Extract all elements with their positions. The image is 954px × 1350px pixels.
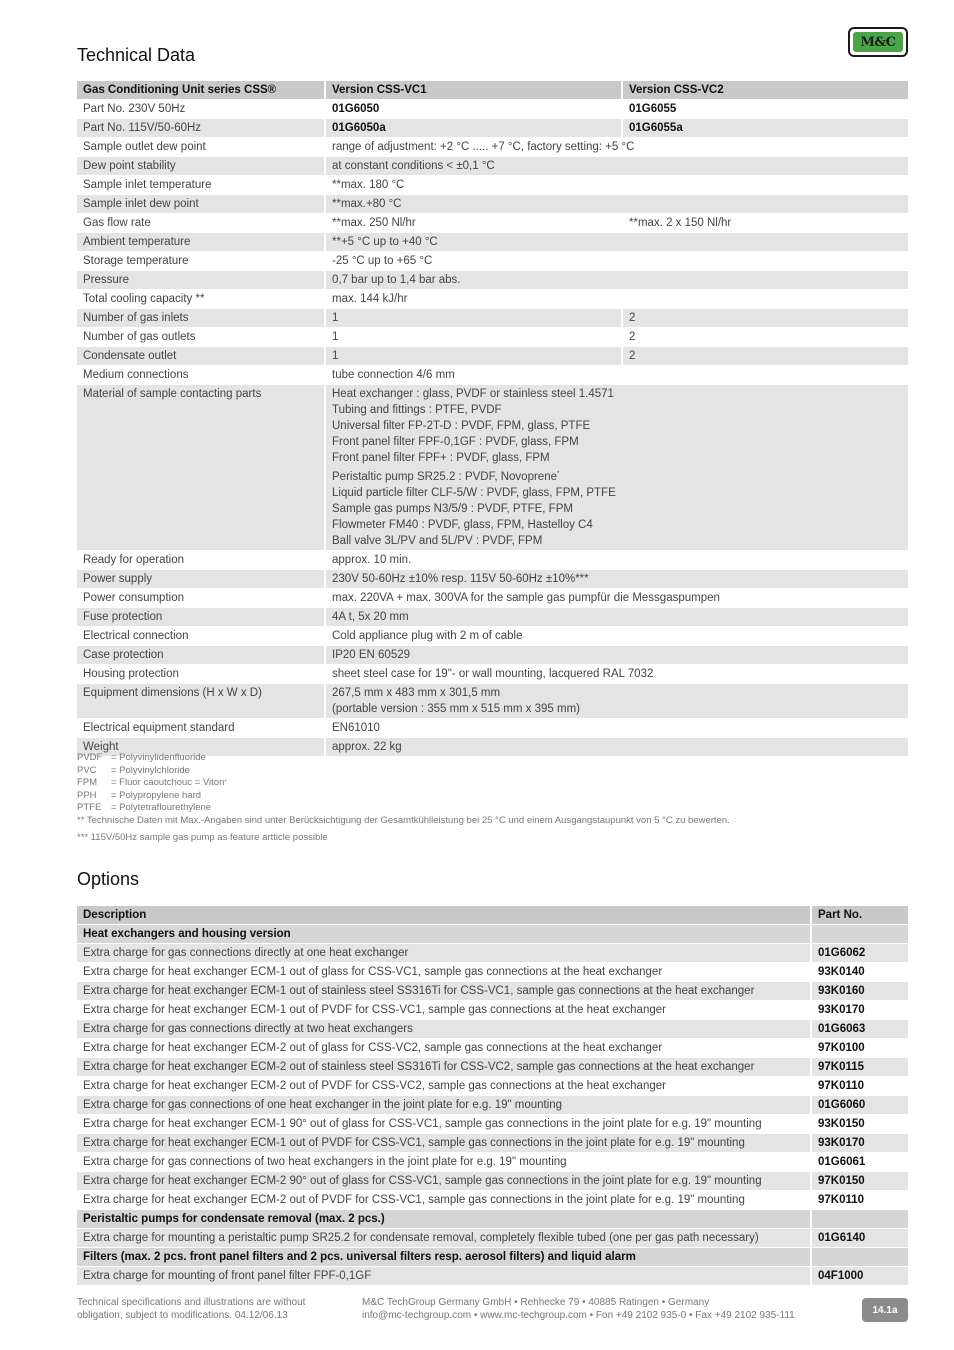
option-description: Extra charge for heat exchanger ECM-1 out of PVDF for CSS-VC1, sample gas connections at the heat exchanger xyxy=(83,1004,666,1016)
trademark-mark: * xyxy=(224,780,227,787)
spec-label: Medium connections xyxy=(83,369,189,381)
material-line-text: Ball valve 3L/PV and 5L/PV : PVDF, FPM xyxy=(332,534,543,547)
column-header: Gas Conditioning Unit series CSS® xyxy=(77,81,324,99)
spec-label: Housing protection xyxy=(83,667,179,680)
spec-label: Material of sample contacting parts xyxy=(77,385,324,550)
spec-label: Fuse protection xyxy=(77,608,324,626)
abbreviation-key: PVDF xyxy=(77,752,103,763)
abbreviation-key: FPM xyxy=(77,777,98,789)
spec-value: IP20 EN 60529 xyxy=(324,646,908,664)
abbreviation-value: = Polytetraflourethylene xyxy=(111,802,212,814)
spec-label: Power consumption xyxy=(83,591,184,604)
spec-label: Equipment dimensions (H x W x D) xyxy=(77,684,324,718)
option-description: Extra charge for gas connections directly at one heat exchanger xyxy=(77,944,810,962)
abbreviation-value: = Polyvinylidenfluoride xyxy=(111,752,206,763)
material-line xyxy=(332,434,902,450)
material-line xyxy=(332,501,902,517)
table-row xyxy=(77,1229,908,1247)
spec-value: sheet steel case for 19"- or wall mounting, lacquered RAL 7032 xyxy=(324,665,908,683)
option-description: Extra charge for heat exchanger ECM-2 out of PVDF for CSS-VC2, sample gas connections at the heat exchanger xyxy=(83,1080,666,1092)
material-line-text: Tubing and fittings : PTFE, PVDF xyxy=(332,404,502,416)
table-row xyxy=(77,100,908,118)
abbreviation-row xyxy=(77,790,730,803)
column-header: Version CSS-VC1 xyxy=(324,81,621,99)
spec-label: Pressure xyxy=(77,271,324,289)
option-part-no: 01G6060 xyxy=(810,1096,908,1114)
table-row xyxy=(77,385,908,550)
option-description: Extra charge for mounting of front panel filter FPF-0,1GF xyxy=(77,1267,810,1285)
table-row xyxy=(77,570,908,588)
material-line-text: Liquid particle filter CLF-5/W : PVDF, glass, FPM, PTFE xyxy=(332,486,616,499)
column-header: Part No. xyxy=(810,906,908,924)
spec-value-dimensions xyxy=(324,684,908,718)
material-line-text: Front panel filter FPF+ : PVDF, glass, FPM xyxy=(332,452,550,464)
spec-value-vc1: 1 xyxy=(324,328,621,346)
material-line-text: Front panel filter FPF-0,1GF : PVDF, glass, FPM xyxy=(332,436,579,448)
spec-value: range of adjustment: +2 °C ..... +7 °C, factory setting: +5 °C xyxy=(324,138,908,156)
table-row xyxy=(77,944,908,962)
technical-data-table xyxy=(77,80,908,757)
spec-value: at constant conditions < ±0,1 °C xyxy=(324,157,908,175)
table-row xyxy=(77,551,908,569)
group-header-row xyxy=(77,1248,908,1266)
material-line-text: Universal filter FP-2T-D : PVDF, FPM, glass, PTFE xyxy=(332,420,591,432)
table-row xyxy=(77,608,908,626)
material-line-text: Flowmeter FM40 : PVDF, glass, FPM, Hastelloy C4 xyxy=(332,518,593,531)
group-title: Heat exchangers and housing version xyxy=(77,925,810,943)
option-description: Extra charge for heat exchanger ECM-1 out of stainless steel SS316Ti for CSS-VC1, sample gas connections at the heat exchanger xyxy=(77,982,810,1000)
table-row xyxy=(77,119,908,137)
option-part-no: 97K0110 xyxy=(810,1077,908,1095)
spec-label: Sample outlet dew point xyxy=(83,141,206,153)
abbreviation-row xyxy=(77,777,730,790)
spec-value: 230V 50-60Hz ±10% resp. 115V 50-60Hz ±10%*** xyxy=(324,570,908,588)
table-row xyxy=(77,1172,908,1190)
spec-label: Power supply xyxy=(77,570,324,588)
spec-label: Part No. 115V/50-60Hz xyxy=(77,119,324,137)
table-row xyxy=(77,252,908,270)
option-part-no: 93K0150 xyxy=(810,1115,908,1133)
abbreviation-key: PVC xyxy=(77,764,97,776)
spec-label: Storage temperature xyxy=(83,255,189,267)
spec-label: Condensate outlet xyxy=(77,347,324,365)
spec-label: Ambient temperature xyxy=(77,233,324,251)
option-part-no: 97K0115 xyxy=(810,1058,908,1076)
spec-label: Electrical equipment standard xyxy=(83,721,235,734)
footer-disclaimer-line2: obligation, subject to modifications. 04.12/06.13 xyxy=(77,1310,288,1321)
group-part-empty xyxy=(810,925,908,943)
spec-value-vc1: 1 xyxy=(324,347,621,365)
footer-address: M&C TechGroup Germany GmbH • Rehhecke 79 • 40885 Ratingen • Germany xyxy=(362,1297,710,1308)
option-part-no: 01G6062 xyxy=(810,944,908,962)
table-row xyxy=(77,646,908,664)
table-row xyxy=(77,233,908,251)
table-row xyxy=(77,627,908,645)
spec-value-vc2: **max. 2 x 150 Nl/hr xyxy=(621,214,908,232)
table-row xyxy=(77,1039,908,1057)
spec-label: Number of gas inlets xyxy=(77,309,324,327)
table-row xyxy=(77,1096,908,1114)
spec-value-vc1: 01G6050 xyxy=(324,100,621,118)
material-line xyxy=(332,418,902,434)
technical-data-title: Technical Data xyxy=(77,45,196,65)
spec-label: Sample inlet temperature xyxy=(83,179,212,191)
table-row xyxy=(77,1001,908,1019)
footnote-max-values: ** Technische Daten mit Max.-Angaben sind unter Berücksichtigung der Gesamtkühlleistung bei 25 °C und einem Ausgangstaupunkt von 5 °C zu bewerten. xyxy=(77,814,730,826)
table-row xyxy=(77,328,908,346)
table-row xyxy=(77,1267,908,1285)
footnote-115v: *** 115V/50Hz sample gas pump as feature artticle possible xyxy=(77,831,328,843)
abbreviation-row xyxy=(77,802,730,815)
dimension-line: (portable version : 355 mm x 515 mm x 395 mm) xyxy=(332,702,580,715)
table-row xyxy=(77,271,908,289)
footer-contact xyxy=(362,1296,795,1322)
abbreviation-key: PTFE xyxy=(77,802,102,814)
table-row xyxy=(77,1115,908,1133)
material-line xyxy=(332,386,902,402)
table-row xyxy=(77,589,908,607)
option-description: Extra charge for gas connections of two heat exchangers in the joint plate for e.g. 19" mounting xyxy=(83,1156,567,1168)
spec-label: Number of gas outlets xyxy=(83,331,196,343)
option-part-no: 01G6140 xyxy=(810,1229,908,1247)
table-row xyxy=(77,138,908,156)
table-row xyxy=(77,290,908,308)
abbreviation-key: PPH xyxy=(77,789,97,801)
option-part-no: 01G6061 xyxy=(810,1153,908,1171)
material-line xyxy=(332,533,902,549)
trademark-mark: * xyxy=(557,471,560,477)
dimension-line: 267,5 mm x 483 mm x 301,5 mm xyxy=(332,686,501,699)
table-row xyxy=(77,1058,908,1076)
option-description: Extra charge for heat exchanger ECM-1 90° out of glass for CSS-VC1, sample gas connections in the joint plate for e.g. 19" mounting xyxy=(83,1118,762,1130)
option-description: Extra charge for gas connections directly at two heat exchangers xyxy=(77,1020,810,1038)
footnotes xyxy=(77,752,730,844)
spec-value: **max.+80 °C xyxy=(324,195,908,213)
option-part-no: 04F1000 xyxy=(810,1267,908,1285)
page-number-badge: 14.1a xyxy=(862,1298,908,1322)
abbreviation-row xyxy=(77,752,730,765)
option-description: Extra charge for gas connections of one heat exchanger in the joint plate for e.g. 19" mounting xyxy=(77,1096,810,1114)
material-line xyxy=(332,485,902,501)
option-part-no: 97K0100 xyxy=(810,1039,908,1057)
spec-value-vc1: **max. 250 Nl/hr xyxy=(324,214,621,232)
spec-value: **+5 °C up to +40 °C xyxy=(324,233,908,251)
option-part-no: 01G6063 xyxy=(810,1020,908,1038)
spec-label: Ready for operation xyxy=(83,553,185,566)
group-part-empty xyxy=(810,1210,908,1228)
table-row xyxy=(77,1153,908,1171)
option-description: Extra charge for heat exchanger ECM-2 90° out of glass for CSS-VC1, sample gas connections in the joint plate for e.g. 19" mounting xyxy=(77,1172,810,1190)
spec-value-vc2: 2 xyxy=(621,309,908,327)
spec-value: tube connection 4/6 mm xyxy=(324,366,908,384)
footer-disclaimer-line1: Technical specifications and illustrations are without xyxy=(77,1297,306,1308)
spec-value-vc1: 01G6050a xyxy=(324,119,621,137)
material-line xyxy=(332,402,902,418)
group-header-row xyxy=(77,925,908,943)
option-description: Extra charge for heat exchanger ECM-2 out of stainless steel SS316Ti for CSS-VC2, sample gas connections at the heat exchanger xyxy=(77,1058,810,1076)
column-header: Description xyxy=(77,906,810,924)
spec-label: Electrical connection xyxy=(83,629,189,642)
spec-value-vc2: 01G6055 xyxy=(621,100,908,118)
spec-label: Gas flow rate xyxy=(83,217,151,229)
spec-value: **max. 180 °C xyxy=(324,176,908,194)
table-row xyxy=(77,684,908,718)
spec-value-vc2: 2 xyxy=(621,347,908,365)
spec-value: max. 220VA + max. 300VA for the sample gas pumpfür die Messgaspumpen xyxy=(324,589,908,607)
abbreviation-value: = Fluor caoutchouc = Viton xyxy=(111,777,225,789)
table-row xyxy=(77,157,908,175)
spec-value: approx. 10 min. xyxy=(324,551,908,569)
option-part-no: 93K0140 xyxy=(810,963,908,981)
option-part-no: 93K0170 xyxy=(810,1001,908,1019)
spec-value-vc1: 1 xyxy=(324,309,621,327)
table-row xyxy=(77,665,908,683)
option-part-no: 97K0110 xyxy=(810,1191,908,1209)
spec-label: Weight xyxy=(77,738,324,756)
spec-value: 0,7 bar up to 1,4 bar abs. xyxy=(324,271,908,289)
table-row xyxy=(77,214,908,232)
spec-value: Cold appliance plug with 2 m of cable xyxy=(324,627,908,645)
option-part-no: 97K0150 xyxy=(810,1172,908,1190)
spec-value-vc2: 2 xyxy=(621,328,908,346)
table-row xyxy=(77,1077,908,1095)
logo-text: M&C xyxy=(860,34,896,50)
material-line xyxy=(332,466,902,485)
group-header-row xyxy=(77,1210,908,1228)
material-line xyxy=(332,517,902,533)
table-header-row xyxy=(77,81,908,99)
spec-value-vc2: 01G6055a xyxy=(621,119,908,137)
option-description: Extra charge for heat exchanger ECM-2 out of PVDF for CSS-VC1, sample gas connections in the joint plate for e.g. 19" mounting xyxy=(83,1194,745,1206)
spec-value: 4A t, 5x 20 mm xyxy=(324,608,908,626)
table-row xyxy=(77,1191,908,1209)
spec-label: Dew point stability xyxy=(77,157,324,175)
table-row xyxy=(77,1134,908,1152)
material-line xyxy=(332,450,902,466)
abbreviation-value: = Polypropylene hard xyxy=(111,789,202,801)
table-row xyxy=(77,1020,908,1038)
material-line-text: Heat exchanger : glass, PVDF or stainless steel 1.4571 xyxy=(332,388,614,400)
spec-value: EN61010 xyxy=(324,719,908,737)
table-row xyxy=(77,309,908,327)
spec-value: approx. 22 kg xyxy=(324,738,908,756)
table-row xyxy=(77,982,908,1000)
material-line-text: Peristaltic pump SR25.2 : PVDF, Novoprene xyxy=(332,470,557,483)
mc-logo xyxy=(848,27,908,57)
table-row xyxy=(77,176,908,194)
option-description: Extra charge for heat exchanger ECM-1 out of glass for CSS-VC1, sample gas connections at the heat exchanger xyxy=(83,966,663,978)
group-part-empty xyxy=(810,1248,908,1266)
options-title: Options xyxy=(77,869,140,889)
option-description: Extra charge for heat exchanger ECM-1 out of PVDF for CSS-VC1, sample gas connections in the joint plate for e.g. 19" mounting xyxy=(77,1134,810,1152)
table-row xyxy=(77,195,908,213)
spec-label: Total cooling capacity ** xyxy=(83,293,205,305)
table-row xyxy=(77,347,908,365)
option-description: Extra charge for mounting a peristaltic pump SR25.2 for condensate removal, completely flexible tubed (one per gas path necessary) xyxy=(77,1229,810,1247)
spec-label: Sample inlet dew point xyxy=(77,195,324,213)
table-row xyxy=(77,719,908,737)
option-description: Extra charge for heat exchanger ECM-2 out of glass for CSS-VC2, sample gas connections at the heat exchanger xyxy=(83,1042,663,1054)
option-part-no: 93K0160 xyxy=(810,982,908,1000)
table-row xyxy=(77,366,908,384)
material-line-text: Sample gas pumps N3/5/9 : PVDF, PTFE, FPM xyxy=(332,502,573,515)
abbreviation-value: = Polyvinylchloride xyxy=(111,764,190,776)
abbreviation-row xyxy=(77,765,730,778)
options-table xyxy=(77,905,908,1286)
footer-contact-info: info@mc-techgroup.com • www.mc-techgroup.com • Fon +49 2102 935-0 • Fax +49 2102 935-111 xyxy=(362,1310,795,1321)
spec-value: max. 144 kJ/hr xyxy=(324,290,908,308)
spec-label: Case protection xyxy=(77,646,324,664)
footer-disclaimer xyxy=(77,1296,305,1322)
spec-value-materials xyxy=(324,385,908,550)
group-title: Peristaltic pumps for condensate removal (max. 2 pcs.) xyxy=(77,1210,810,1228)
spec-label: Part No. 230V 50Hz xyxy=(83,103,186,115)
group-title: Filters (max. 2 pcs. front panel filters and 2 pcs. universal filters resp. aerosol filters) and liquid alarm xyxy=(77,1248,810,1266)
table-row xyxy=(77,963,908,981)
column-header: Version CSS-VC2 xyxy=(621,81,908,99)
option-part-no: 93K0170 xyxy=(810,1134,908,1152)
spec-value: -25 °C up to +65 °C xyxy=(324,252,908,270)
table-header-row xyxy=(77,906,908,924)
